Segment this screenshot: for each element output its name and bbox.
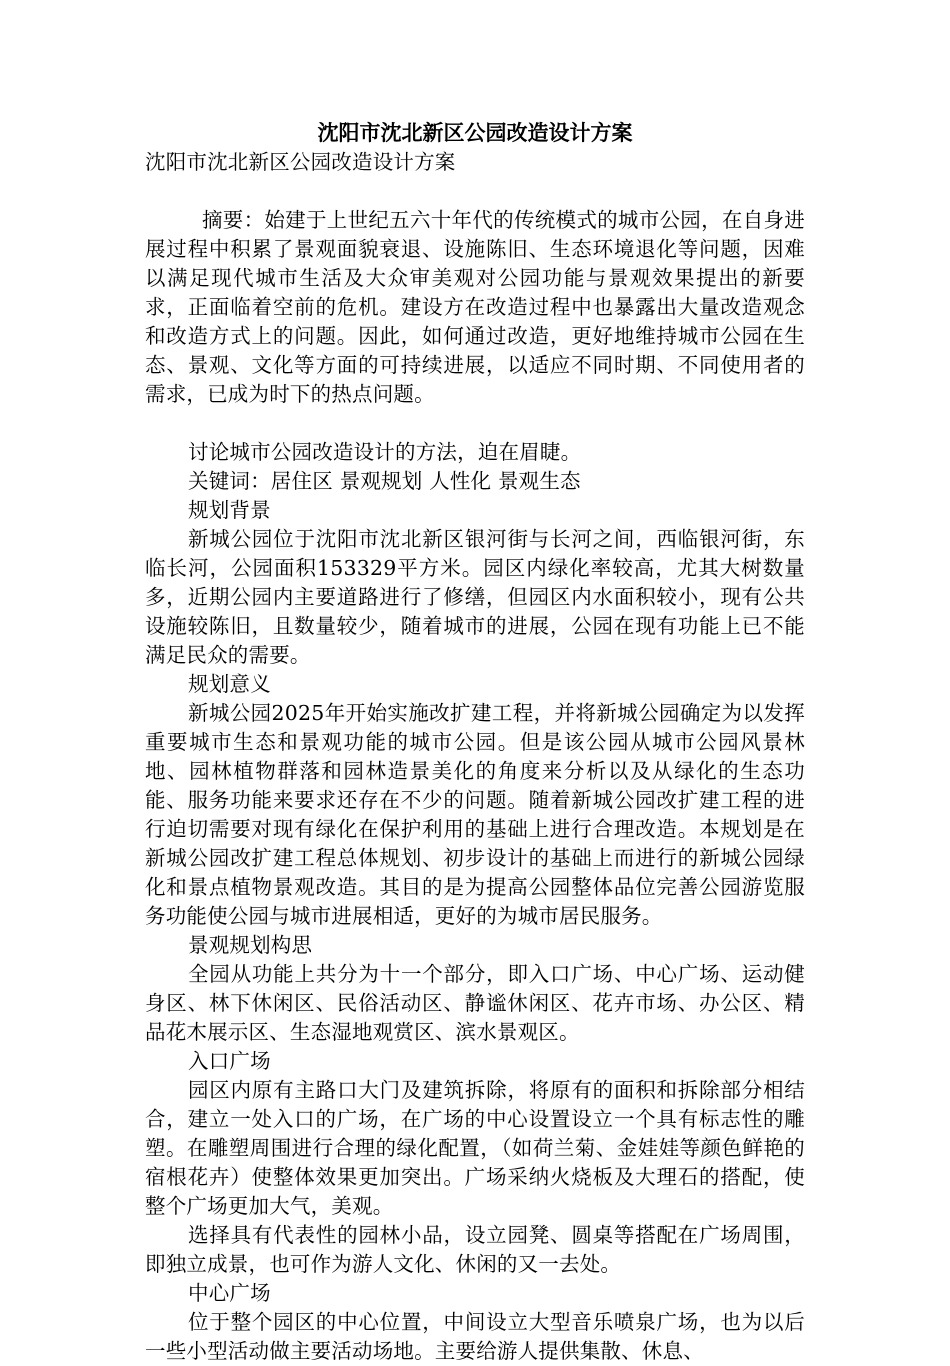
abstract-paragraph: 摘要：始建于上世纪五六十年代的传统模式的城市公园，在自身进展过程中积累了景观面貌衰退、设施陈旧、生态环境退化等问题，因难以满足现代城市生活及大众审美观对公园功能与景观效果提出的新要求，正面临着空前的危机。建设方在改造过程中也暴露出大量改造观念和改造方式上的问题。因此，如何通过改造，更好地维持城市公园在生态、景观、文化等方面的可持续进展，以适应不同时期、不同使用者的需求，已成为时下的热点问题。 bbox=[145, 208, 805, 406]
document-subtitle: 沈阳市沈北新区公园改造设计方案 bbox=[145, 150, 456, 174]
section-heading-central-plaza: 中心广场 bbox=[188, 1281, 271, 1305]
section-heading-concept: 景观规划构思 bbox=[188, 933, 313, 957]
section-paragraph: 新城公园位于沈阳市沈北新区银河街与长河之间，西临银河街，东临长河，公园面积153329平方米。园区内绿化率较高，尤其大树数量多，近期公园内主要道路进行了修缮，但园区内水面积较小，现有公共设施较陈旧，且数量较少，随着城市的进展，公园在现有功能上已不能满足民众的需要。 bbox=[145, 527, 805, 667]
section-heading-entrance-plaza: 入口广场 bbox=[188, 1049, 271, 1073]
spacer bbox=[145, 177, 805, 206]
section-paragraph: 新城公园2025年开始实施改扩建工程，并将新城公园确定为以发挥重要城市生态和景观功能的城市公园。但是该公园从城市公园风景林地、园林植物群落和园林造景美化的角度来分析以及从绿化的生态功能、服务功能来要求还存在不少的问题。随着新城公园改扩建工程的进行迫切需要对现有绿化在保护利用的基础上进行合理改造。本规划是在新城公园改扩建工程总体规划、初步设计的基础上而进行的新城公园绿化和景点植物景观改造。其目的是为提高公园整体品位完善公园游览服务功能使公园与城市进展相适，更好的为城市居民服务。 bbox=[145, 701, 805, 928]
section-paragraph: 选择具有代表性的园林小品，设立园凳、圆桌等搭配在广场周围，即独立成景，也可作为游人文化、休闲的又一去处。 bbox=[145, 1223, 805, 1276]
spacer bbox=[145, 409, 805, 438]
keywords-line: 关键词：居住区 景观规划 人性化 景观生态 bbox=[188, 469, 581, 493]
document-title: 沈阳市沈北新区公园改造设计方案 bbox=[317, 120, 633, 145]
section-paragraph: 位于整个园区的中心位置，中间设立大型音乐喷泉广场，也为以后一些小型活动做主要活动场地。主要给游人提供集散、休息、 bbox=[145, 1310, 805, 1363]
section-paragraph: 全园从功能上共分为十一个部分，即入口广场、中心广场、运动健身区、林下休闲区、民俗活动区、静谧休闲区、花卉市场、办公区、精品花木展示区、生态湿地观赏区、滨水景观区。 bbox=[145, 962, 805, 1044]
section-heading-background: 规划背景 bbox=[188, 498, 271, 522]
section-heading-significance: 规划意义 bbox=[188, 672, 271, 696]
document-page bbox=[145, 118, 805, 1366]
abstract-tail: 讨论城市公园改造设计的方法，迫在眉睫。 bbox=[188, 440, 582, 464]
section-paragraph: 园区内原有主路口大门及建筑拆除，将原有的面积和拆除部分相结合，建立一处入口的广场，在广场的中心设置设立一个具有标志性的雕塑。在雕塑周围进行合理的绿化配置，（如荷兰菊、金娃娃等颜色鲜艳的宿根花卉）使整体效果更加突出。广场采纳火烧板及大理石的搭配，使整个广场更加大气，美观。 bbox=[145, 1078, 805, 1218]
